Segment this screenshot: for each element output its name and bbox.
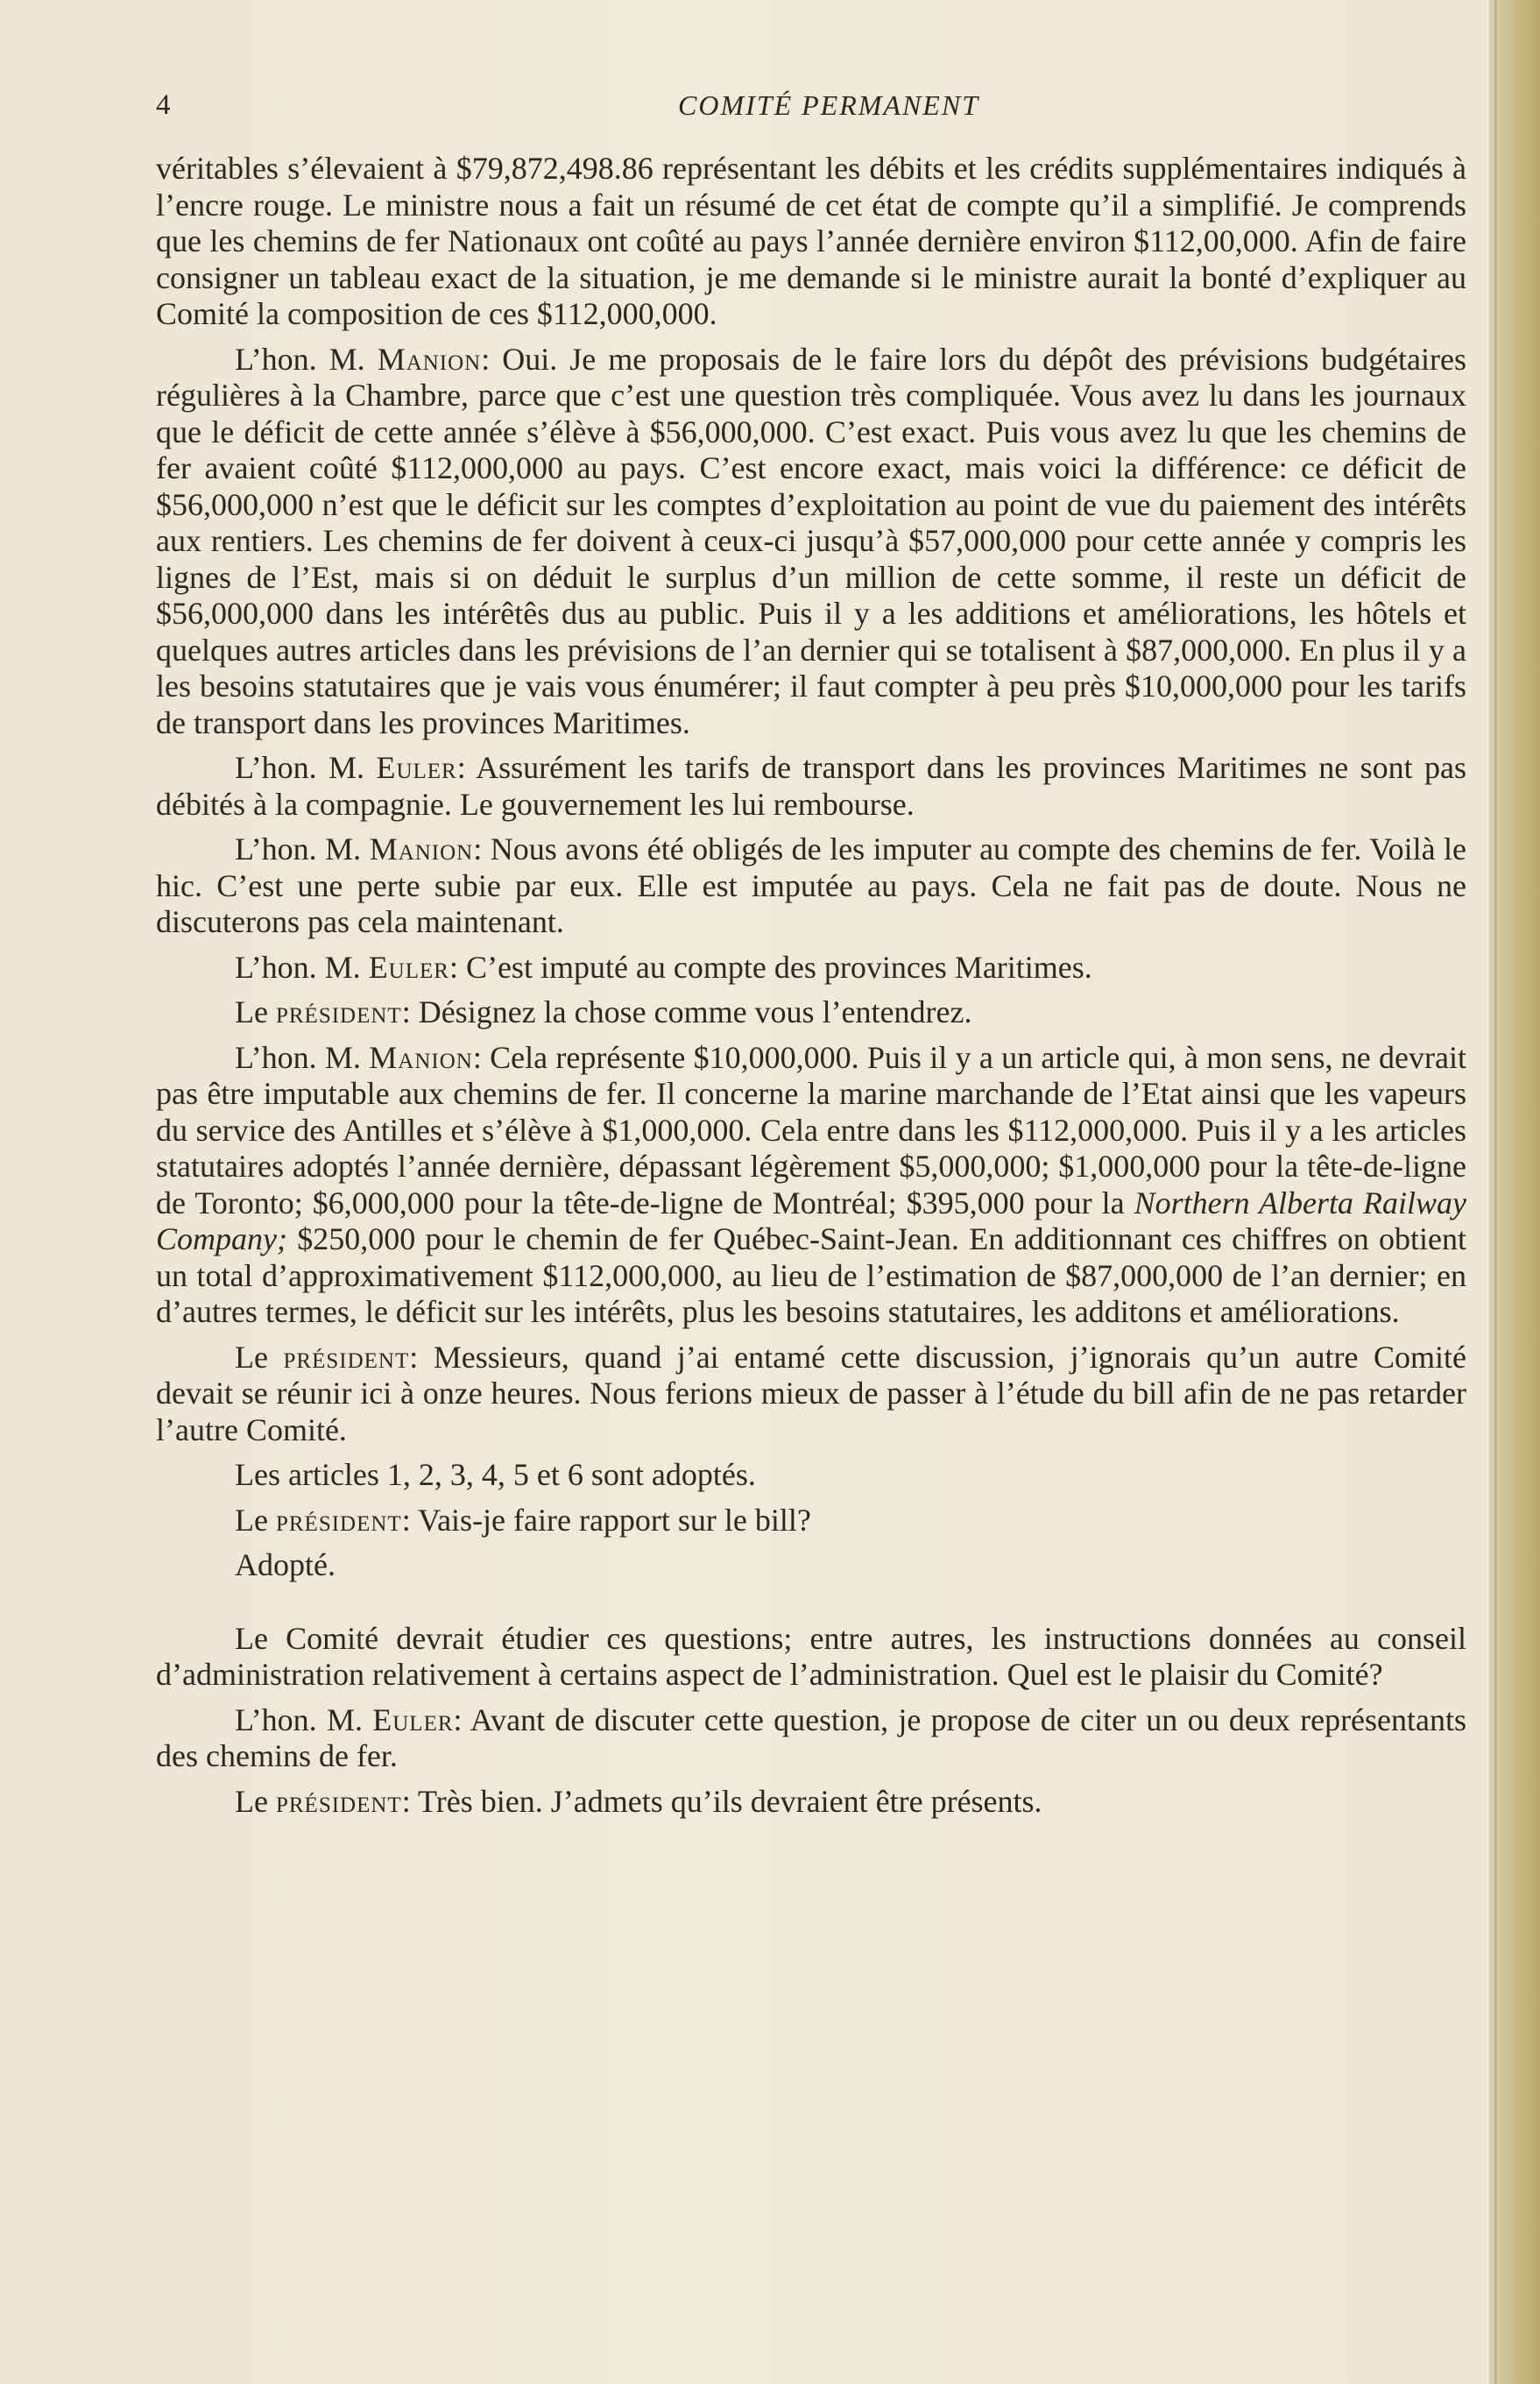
italic-company-name: Northern Alberta Railway Company; [156,1185,1466,1256]
speaker-name: président [275,994,402,1029]
paragraph: véritables s’élevaient à $79,872,498.86 représentant les débits et les crédits supplémentaires indiqués à l’encre rouge. Le ministre nous a fait un résumé de cet état de compte qu’il a simplifié. Je comprends que les chemins de fer Nationaux ont coûté au pays l’année dernière environ $112,00,000. Afin de faire consigner un tableau exact de la situation, je me demande si le ministre aurait la bonté d’expliquer au Comité la composition de ces $112,000,000. [156,151,1466,331]
paragraph: L’hon. M. Manion: Oui. Je me proposais de le faire lors du dépôt des prévisions budgétaires régulières à la Chambre, parce que c’est une question très compliquée. Vous avez lu dans les journaux que le déficit de cette année s’élève à $56,000,000. C’est exact. Puis vous avez lu que les chemins de fer avaient coûté $112,000,000 au pays. C’est encore exact, mais voici la différence: ce déficit de $56,000,000 n’est que le déficit sur les comptes d’exploitation au point de vue du paiement des intérêts aux rentiers. Les chemins de fer doivent à ceux-ci jusqu’à $57,000,000 pour cette année y compris les lignes de l’Est, mais si on déduit le surplus d’un million de cette somme, il reste un déficit de $56,000,000 dans les intérêtês dus au public. Puis il y a les additions et améliorations, les hôtels et quelques autres articles dans les prévisions de l’an dernier qui se totalisent à $87,000,000. En plus il y a les besoins statutaires que je vais vous énumérer; il faut compter à peu près $10,000,000 pour les tarifs de transport dans les provinces Maritimes. [156,341,1466,740]
speaker-prefix: Le [235,1339,268,1375]
paragraph: Le président: Vais-je faire rapport sur le bill? [235,1502,811,1538]
page-header [156,89,1501,133]
speaker-prefix: Le [235,1502,268,1538]
paragraph: Le Comité devrait étudier ces questions; entre autres, les instructions données au conseil d’administration relativement à certains aspect de l’administration. Quel est le plaisir du Comité? [156,1620,1466,1692]
speaker-name: président [275,1502,402,1538]
speaker-name: Euler [376,750,457,785]
paragraph: L’hon. M. Euler: Avant de discuter cette question, je propose de citer un ou deux représentants des chemins de fer. [156,1701,1467,1773]
speaker-prefix: L’hon. M. [235,949,361,985]
speaker-name: Manion [377,341,482,377]
speaker-prefix: L’hon. M. [235,750,365,785]
body-text [156,151,1466,1829]
paragraph: Adopté. [235,1547,336,1582]
speaker-name: président [283,1339,410,1375]
speaker-name: Manion [369,831,474,867]
speaker-prefix: Le [235,994,268,1029]
paragraph: L’hon. M. Euler: Assurément les tarifs de transport dans les provinces Maritimes ne sont pas débités à la compagnie. Le gouvernement les lui rembourse. [156,750,1467,822]
speaker-prefix: L’hon. M. [235,1039,361,1075]
paragraph: L’hon. M. Euler: C’est imputé au compte des provinces Maritimes. [235,949,1092,985]
speaker-name: Euler [372,1701,454,1737]
speaker-prefix: L’hon. M. [235,1701,363,1737]
page-edge-line [1494,0,1497,2384]
speaker-prefix: L’hon. M. [235,831,362,867]
paragraph: Le président: Désignez la chose comme vous l’entendrez. [235,994,972,1029]
paragraph: Le président: Très bien. J’admets qu’ils devraient être présents. [235,1783,1042,1819]
paragraph: L’hon. M. Manion: Nous avons été obligés de les imputer au compte des chemins de fer. Voilà le hic. C’est une perte subie par eux. Elle est imputée au pays. Cela ne fait pas de doute. Nous ne discuterons pas cela maintenant. [156,831,1467,939]
speaker-prefix: L’hon. M. [235,341,365,377]
speaker-prefix: Le [235,1783,268,1819]
paragraph: Les articles 1, 2, 3, 4, 5 et 6 sont adoptés. [235,1457,756,1492]
running-title: COMITÉ PERMANENT [678,89,979,121]
page-number: 4 [156,89,171,121]
paragraph: Le président: Messieurs, quand j’ai entamé cette discussion, j’ignorais qu’un autre Comité devait se réunir ici à onze heures. Nous ferions mieux de passer à l’étude du bill afin de ne pas retarder l’autre Comité. [156,1339,1467,1447]
paragraph: L’hon. M. Manion: Cela représente $10,000,000. Puis il y a un article qui, à mon sens, ne devrait pas être imputable aux chemins de fer. Il concerne la marine marchande de l’Etat ainsi que les vapeurs du service des Antilles et s’élève à $1,000,000. Cela entre dans les $112,000,000. Puis il y a les articles statutaires adoptés l’année dernière, dépassant légèrement $5,000,000; $1,000,000 pour la tête-de-ligne de Toronto; $6,000,000 pour la tête-de-ligne de Montréal; $395,000 pour la Northern Alberta Railway Company; $250,000 pour le chemin de fer Québec-Saint-Jean. En additionnant ces chiffres on obtient un total d’approximativement $112,000,000, au lieu de l’estimation de $87,000,000 de l’an dernier; en d’autres termes, le déficit sur les intérêts, plus les besoins statutaires, les additons et améliorations. [156,1039,1466,1329]
speaker-name: président [275,1783,402,1819]
speaker-name: Euler [368,949,449,985]
speaker-name: Manion [369,1039,473,1075]
